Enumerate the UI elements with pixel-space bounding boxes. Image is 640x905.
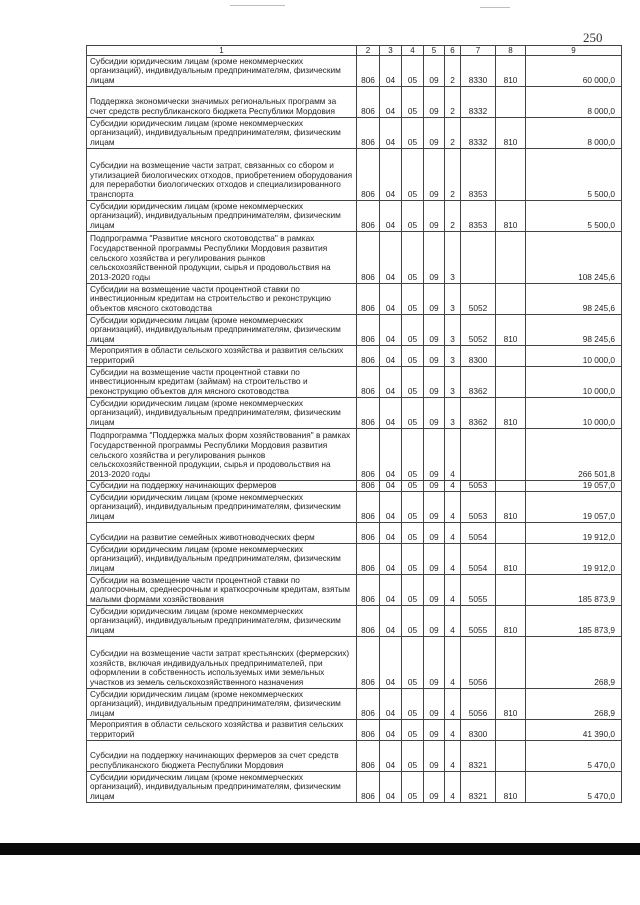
row-code-cell: 4	[445, 492, 461, 523]
row-code-cell: 04	[380, 575, 402, 606]
row-code-cell: 810	[496, 772, 526, 803]
row-code-cell: 05	[402, 720, 424, 741]
table-row	[87, 367, 622, 398]
row-code-cell: 04	[380, 544, 402, 575]
row-amount-cell: 10 000,0	[526, 367, 622, 398]
row-name-cell: Мероприятия в области сельского хозяйства и развития сельских территорий	[87, 346, 357, 367]
row-amount-cell: 266 501,8	[526, 429, 622, 481]
row-code-cell: 04	[380, 56, 402, 87]
row-code-cell: 806	[357, 87, 380, 118]
row-code-cell: 810	[496, 606, 526, 637]
row-code-cell: 04	[380, 523, 402, 544]
table-row	[87, 315, 622, 346]
table-row	[87, 118, 622, 149]
row-name-cell: Субсидии юридическим лицам (кроме некоммерческих организаций), индивидуальным предпринимателям, физическим лицам	[87, 772, 357, 803]
row-amount-cell: 60 000,0	[526, 56, 622, 87]
row-code-cell	[496, 720, 526, 741]
row-amount-cell: 5 470,0	[526, 772, 622, 803]
table-row	[87, 56, 622, 87]
row-code-cell: 09	[424, 492, 445, 523]
row-code-cell: 04	[380, 741, 402, 772]
row-code-cell: 05	[402, 315, 424, 346]
row-code-cell: 8332	[461, 118, 496, 149]
row-name-cell: Субсидии юридическим лицам (кроме некоммерческих организаций), индивидуальным предпринимателям, физическим лицам	[87, 398, 357, 429]
budget-table	[86, 45, 622, 803]
row-amount-cell: 5 470,0	[526, 741, 622, 772]
row-code-cell: 4	[445, 575, 461, 606]
row-name-cell: Подпрограмма "Развитие мясного скотоводства" в рамках Государственной программы Республики Мордовия развития сельского хозяйства и регулирования рынков сельскохозяйственной продукции, сырья и продовольствия на 2013-2020 годы	[87, 232, 357, 284]
row-code-cell: 04	[380, 367, 402, 398]
row-code-cell: 5054	[461, 544, 496, 575]
row-code-cell: 4	[445, 720, 461, 741]
row-amount-cell: 185 873,9	[526, 575, 622, 606]
row-code-cell: 09	[424, 398, 445, 429]
row-code-cell: 09	[424, 367, 445, 398]
row-code-cell: 806	[357, 429, 380, 481]
row-code-cell: 05	[402, 284, 424, 315]
row-amount-cell: 10 000,0	[526, 398, 622, 429]
row-code-cell: 8300	[461, 346, 496, 367]
row-code-cell: 05	[402, 481, 424, 492]
table-row	[87, 492, 622, 523]
row-code-cell	[461, 232, 496, 284]
row-code-cell: 09	[424, 201, 445, 232]
row-code-cell: 04	[380, 637, 402, 689]
row-code-cell: 2	[445, 87, 461, 118]
row-code-cell: 806	[357, 575, 380, 606]
row-name-cell: Поддержка экономически значимых региональных программ за счет средств республиканского бюджета Республики Мордовия	[87, 87, 357, 118]
row-code-cell: 806	[357, 720, 380, 741]
row-code-cell: 05	[402, 772, 424, 803]
row-amount-cell: 8 000,0	[526, 87, 622, 118]
row-code-cell: 05	[402, 523, 424, 544]
row-code-cell: 5053	[461, 481, 496, 492]
row-name-cell: Субсидии на возмещение части процентной ставки по инвестиционным кредитам (займам) на строительство и реконструкцию объектов для мясного скотоводства	[87, 367, 357, 398]
row-amount-cell: 19 057,0	[526, 481, 622, 492]
row-code-cell: 810	[496, 544, 526, 575]
row-code-cell: 04	[380, 346, 402, 367]
row-code-cell: 3	[445, 232, 461, 284]
row-code-cell: 05	[402, 346, 424, 367]
row-code-cell: 806	[357, 232, 380, 284]
table-row	[87, 87, 622, 118]
row-code-cell: 05	[402, 232, 424, 284]
row-code-cell: 4	[445, 481, 461, 492]
table-body	[87, 56, 622, 803]
row-code-cell: 810	[496, 315, 526, 346]
row-code-cell: 05	[402, 492, 424, 523]
column-header: 4	[402, 46, 424, 56]
column-header: 2	[357, 46, 380, 56]
row-amount-cell: 98 245,6	[526, 284, 622, 315]
row-code-cell: 8353	[461, 201, 496, 232]
row-name-cell: Субсидии на возмещение части процентной ставки по долгосрочным, среднесрочным и краткосрочным кредитам, взятым малыми формами хозяйствования	[87, 575, 357, 606]
row-code-cell: 8321	[461, 772, 496, 803]
row-code-cell	[496, 284, 526, 315]
table-row	[87, 284, 622, 315]
column-header: 5	[424, 46, 445, 56]
row-code-cell: 8332	[461, 87, 496, 118]
row-code-cell: 5056	[461, 637, 496, 689]
row-code-cell: 5054	[461, 523, 496, 544]
row-code-cell: 09	[424, 429, 445, 481]
row-code-cell: 2	[445, 56, 461, 87]
table-row	[87, 637, 622, 689]
row-code-cell: 5055	[461, 606, 496, 637]
row-code-cell: 806	[357, 284, 380, 315]
row-code-cell	[496, 575, 526, 606]
row-code-cell: 05	[402, 201, 424, 232]
row-code-cell: 05	[402, 575, 424, 606]
row-code-cell: 3	[445, 284, 461, 315]
row-code-cell: 806	[357, 772, 380, 803]
row-code-cell: 04	[380, 606, 402, 637]
table-row	[87, 720, 622, 741]
row-code-cell	[496, 637, 526, 689]
row-code-cell: 8321	[461, 741, 496, 772]
row-code-cell: 05	[402, 149, 424, 201]
row-name-cell: Субсидии юридическим лицам (кроме некоммерческих организаций), индивидуальным предпринимателям, физическим лицам	[87, 492, 357, 523]
table-row	[87, 772, 622, 803]
row-code-cell: 3	[445, 367, 461, 398]
row-code-cell	[496, 232, 526, 284]
row-code-cell: 05	[402, 367, 424, 398]
row-code-cell: 5053	[461, 492, 496, 523]
row-amount-cell: 98 245,6	[526, 315, 622, 346]
table-row	[87, 201, 622, 232]
table-row	[87, 481, 622, 492]
row-name-cell: Субсидии юридическим лицам (кроме некоммерческих организаций), индивидуальным предпринимателям, физическим лицам	[87, 689, 357, 720]
row-code-cell: 05	[402, 637, 424, 689]
column-header: 6	[445, 46, 461, 56]
row-code-cell: 810	[496, 689, 526, 720]
table-row	[87, 575, 622, 606]
row-code-cell: 09	[424, 87, 445, 118]
row-code-cell: 8362	[461, 398, 496, 429]
row-code-cell: 8353	[461, 149, 496, 201]
scan-bottom-bar	[0, 843, 640, 855]
column-header: 1	[87, 46, 357, 56]
column-number-row	[87, 46, 622, 56]
row-code-cell: 806	[357, 367, 380, 398]
row-amount-cell: 268,9	[526, 637, 622, 689]
row-code-cell	[496, 741, 526, 772]
row-name-cell: Субсидии юридическим лицам (кроме некоммерческих организаций), индивидуальным предпринимателям, физическим лицам	[87, 544, 357, 575]
row-code-cell: 810	[496, 118, 526, 149]
row-code-cell: 5055	[461, 575, 496, 606]
row-name-cell: Мероприятия в области сельского хозяйства и развития сельских территорий	[87, 720, 357, 741]
row-code-cell: 5056	[461, 689, 496, 720]
row-code-cell: 806	[357, 492, 380, 523]
row-code-cell: 04	[380, 492, 402, 523]
table-row	[87, 398, 622, 429]
row-code-cell: 04	[380, 429, 402, 481]
row-code-cell: 8330	[461, 56, 496, 87]
row-code-cell: 05	[402, 87, 424, 118]
row-name-cell: Субсидии юридическим лицам (кроме некоммерческих организаций), индивидуальным предпринимателям, физическим лицам	[87, 201, 357, 232]
row-code-cell: 806	[357, 149, 380, 201]
row-code-cell: 4	[445, 544, 461, 575]
row-code-cell	[496, 149, 526, 201]
row-code-cell: 04	[380, 398, 402, 429]
row-code-cell: 09	[424, 575, 445, 606]
row-code-cell: 806	[357, 637, 380, 689]
row-code-cell: 05	[402, 689, 424, 720]
row-code-cell: 2	[445, 201, 461, 232]
row-code-cell	[461, 429, 496, 481]
row-code-cell: 09	[424, 56, 445, 87]
row-code-cell: 810	[496, 492, 526, 523]
table-row	[87, 429, 622, 481]
row-code-cell: 04	[380, 315, 402, 346]
row-code-cell: 806	[357, 689, 380, 720]
column-header: 7	[461, 46, 496, 56]
row-code-cell: 4	[445, 523, 461, 544]
table-row	[87, 606, 622, 637]
row-code-cell	[496, 346, 526, 367]
row-amount-cell: 5 500,0	[526, 201, 622, 232]
row-code-cell: 09	[424, 481, 445, 492]
row-code-cell: 806	[357, 481, 380, 492]
row-code-cell: 4	[445, 429, 461, 481]
row-name-cell: Субсидии юридическим лицам (кроме некоммерческих организаций), индивидуальным предпринимателям, физическим лицам	[87, 118, 357, 149]
row-code-cell	[496, 87, 526, 118]
row-code-cell: 806	[357, 315, 380, 346]
row-code-cell: 09	[424, 149, 445, 201]
row-amount-cell: 19 912,0	[526, 544, 622, 575]
row-name-cell: Субсидии юридическим лицам (кроме некоммерческих организаций), индивидуальным предпринимателям, физическим лицам	[87, 315, 357, 346]
row-code-cell: 3	[445, 315, 461, 346]
row-amount-cell: 41 390,0	[526, 720, 622, 741]
row-code-cell: 04	[380, 201, 402, 232]
row-code-cell: 04	[380, 772, 402, 803]
row-code-cell: 806	[357, 56, 380, 87]
row-name-cell: Субсидии на возмещение части процентной ставки по инвестиционным кредитам на строительство и реконструкцию объектов мясного скотоводства	[87, 284, 357, 315]
row-code-cell: 04	[380, 149, 402, 201]
scan-artifact-top-left	[230, 5, 285, 6]
row-amount-cell: 185 873,9	[526, 606, 622, 637]
row-name-cell: Субсидии на поддержку начинающих фермеров	[87, 481, 357, 492]
row-code-cell: 810	[496, 201, 526, 232]
row-code-cell: 806	[357, 741, 380, 772]
page-number: 250	[583, 30, 603, 45]
row-code-cell: 4	[445, 772, 461, 803]
row-code-cell: 04	[380, 87, 402, 118]
row-code-cell: 5052	[461, 315, 496, 346]
row-code-cell: 04	[380, 284, 402, 315]
row-code-cell: 05	[402, 741, 424, 772]
row-code-cell: 05	[402, 118, 424, 149]
row-code-cell: 8362	[461, 367, 496, 398]
row-code-cell: 8300	[461, 720, 496, 741]
row-name-cell: Субсидии на возмещение части затрат крестьянских (фермерских) хозяйств, включая индивидуальных предпринимателей, при оформлении в собственность используемых ими земельных участков из земель сельскохозяйственного назначения	[87, 637, 357, 689]
row-code-cell: 04	[380, 232, 402, 284]
row-code-cell: 806	[357, 606, 380, 637]
table-row	[87, 523, 622, 544]
row-code-cell: 09	[424, 772, 445, 803]
row-name-cell: Субсидии юридическим лицам (кроме некоммерческих организаций), индивидуальным предпринимателям, физическим лицам	[87, 56, 357, 87]
row-code-cell: 806	[357, 398, 380, 429]
row-amount-cell: 268,9	[526, 689, 622, 720]
row-code-cell: 09	[424, 346, 445, 367]
row-code-cell: 806	[357, 544, 380, 575]
row-code-cell: 05	[402, 544, 424, 575]
row-code-cell: 810	[496, 398, 526, 429]
row-code-cell	[496, 481, 526, 492]
row-code-cell: 04	[380, 720, 402, 741]
row-amount-cell: 8 000,0	[526, 118, 622, 149]
row-amount-cell: 5 500,0	[526, 149, 622, 201]
row-code-cell	[496, 429, 526, 481]
row-code-cell: 09	[424, 284, 445, 315]
table-row	[87, 346, 622, 367]
row-code-cell: 806	[357, 118, 380, 149]
row-code-cell: 5052	[461, 284, 496, 315]
row-code-cell	[496, 523, 526, 544]
row-amount-cell: 19 912,0	[526, 523, 622, 544]
row-code-cell: 09	[424, 720, 445, 741]
scan-artifact-top-right	[480, 7, 510, 8]
row-code-cell: 4	[445, 637, 461, 689]
row-code-cell: 09	[424, 544, 445, 575]
row-code-cell: 2	[445, 118, 461, 149]
row-code-cell: 806	[357, 346, 380, 367]
table-row	[87, 689, 622, 720]
row-code-cell: 09	[424, 606, 445, 637]
row-code-cell	[496, 367, 526, 398]
row-code-cell: 04	[380, 689, 402, 720]
row-code-cell: 3	[445, 398, 461, 429]
row-code-cell: 04	[380, 481, 402, 492]
row-name-cell: Субсидии юридическим лицам (кроме некоммерческих организаций), индивидуальным предпринимателям, физическим лицам	[87, 606, 357, 637]
row-code-cell: 09	[424, 741, 445, 772]
column-header: 8	[496, 46, 526, 56]
row-name-cell: Подпрограмма "Поддержка малых форм хозяйствования" в рамках Государственной программы Республики Мордовия развития сельского хозяйства и регулирования рынков сельскохозяйственной продукции, сырья и продовольствия на 2013-2020 годы	[87, 429, 357, 481]
row-name-cell: Субсидии на развитие семейных животноводческих ферм	[87, 523, 357, 544]
row-code-cell: 3	[445, 346, 461, 367]
row-code-cell: 04	[380, 118, 402, 149]
row-code-cell: 09	[424, 523, 445, 544]
row-code-cell: 806	[357, 201, 380, 232]
row-name-cell: Субсидии на поддержку начинающих фермеров за счет средств республиканского бюджета Республики Мордовия	[87, 741, 357, 772]
row-code-cell: 09	[424, 232, 445, 284]
row-code-cell: 05	[402, 56, 424, 87]
row-code-cell: 4	[445, 689, 461, 720]
row-code-cell: 09	[424, 637, 445, 689]
row-code-cell: 4	[445, 606, 461, 637]
row-amount-cell: 108 245,6	[526, 232, 622, 284]
row-name-cell: Субсидии на возмещение части затрат, связанных со сбором и утилизацией биологических отходов, приобретением оборудования для переработки биологических отходов и специализированного транспорта	[87, 149, 357, 201]
row-code-cell: 05	[402, 429, 424, 481]
row-code-cell: 05	[402, 606, 424, 637]
table-row	[87, 741, 622, 772]
row-amount-cell: 19 057,0	[526, 492, 622, 523]
table-row	[87, 232, 622, 284]
column-header: 3	[380, 46, 402, 56]
row-code-cell: 09	[424, 315, 445, 346]
row-code-cell: 806	[357, 523, 380, 544]
table-row	[87, 544, 622, 575]
row-code-cell: 09	[424, 689, 445, 720]
table-row	[87, 149, 622, 201]
row-code-cell: 4	[445, 741, 461, 772]
column-header: 9	[526, 46, 622, 56]
row-code-cell: 09	[424, 118, 445, 149]
row-code-cell: 05	[402, 398, 424, 429]
row-amount-cell: 10 000,0	[526, 346, 622, 367]
row-code-cell: 2	[445, 149, 461, 201]
row-code-cell: 810	[496, 56, 526, 87]
